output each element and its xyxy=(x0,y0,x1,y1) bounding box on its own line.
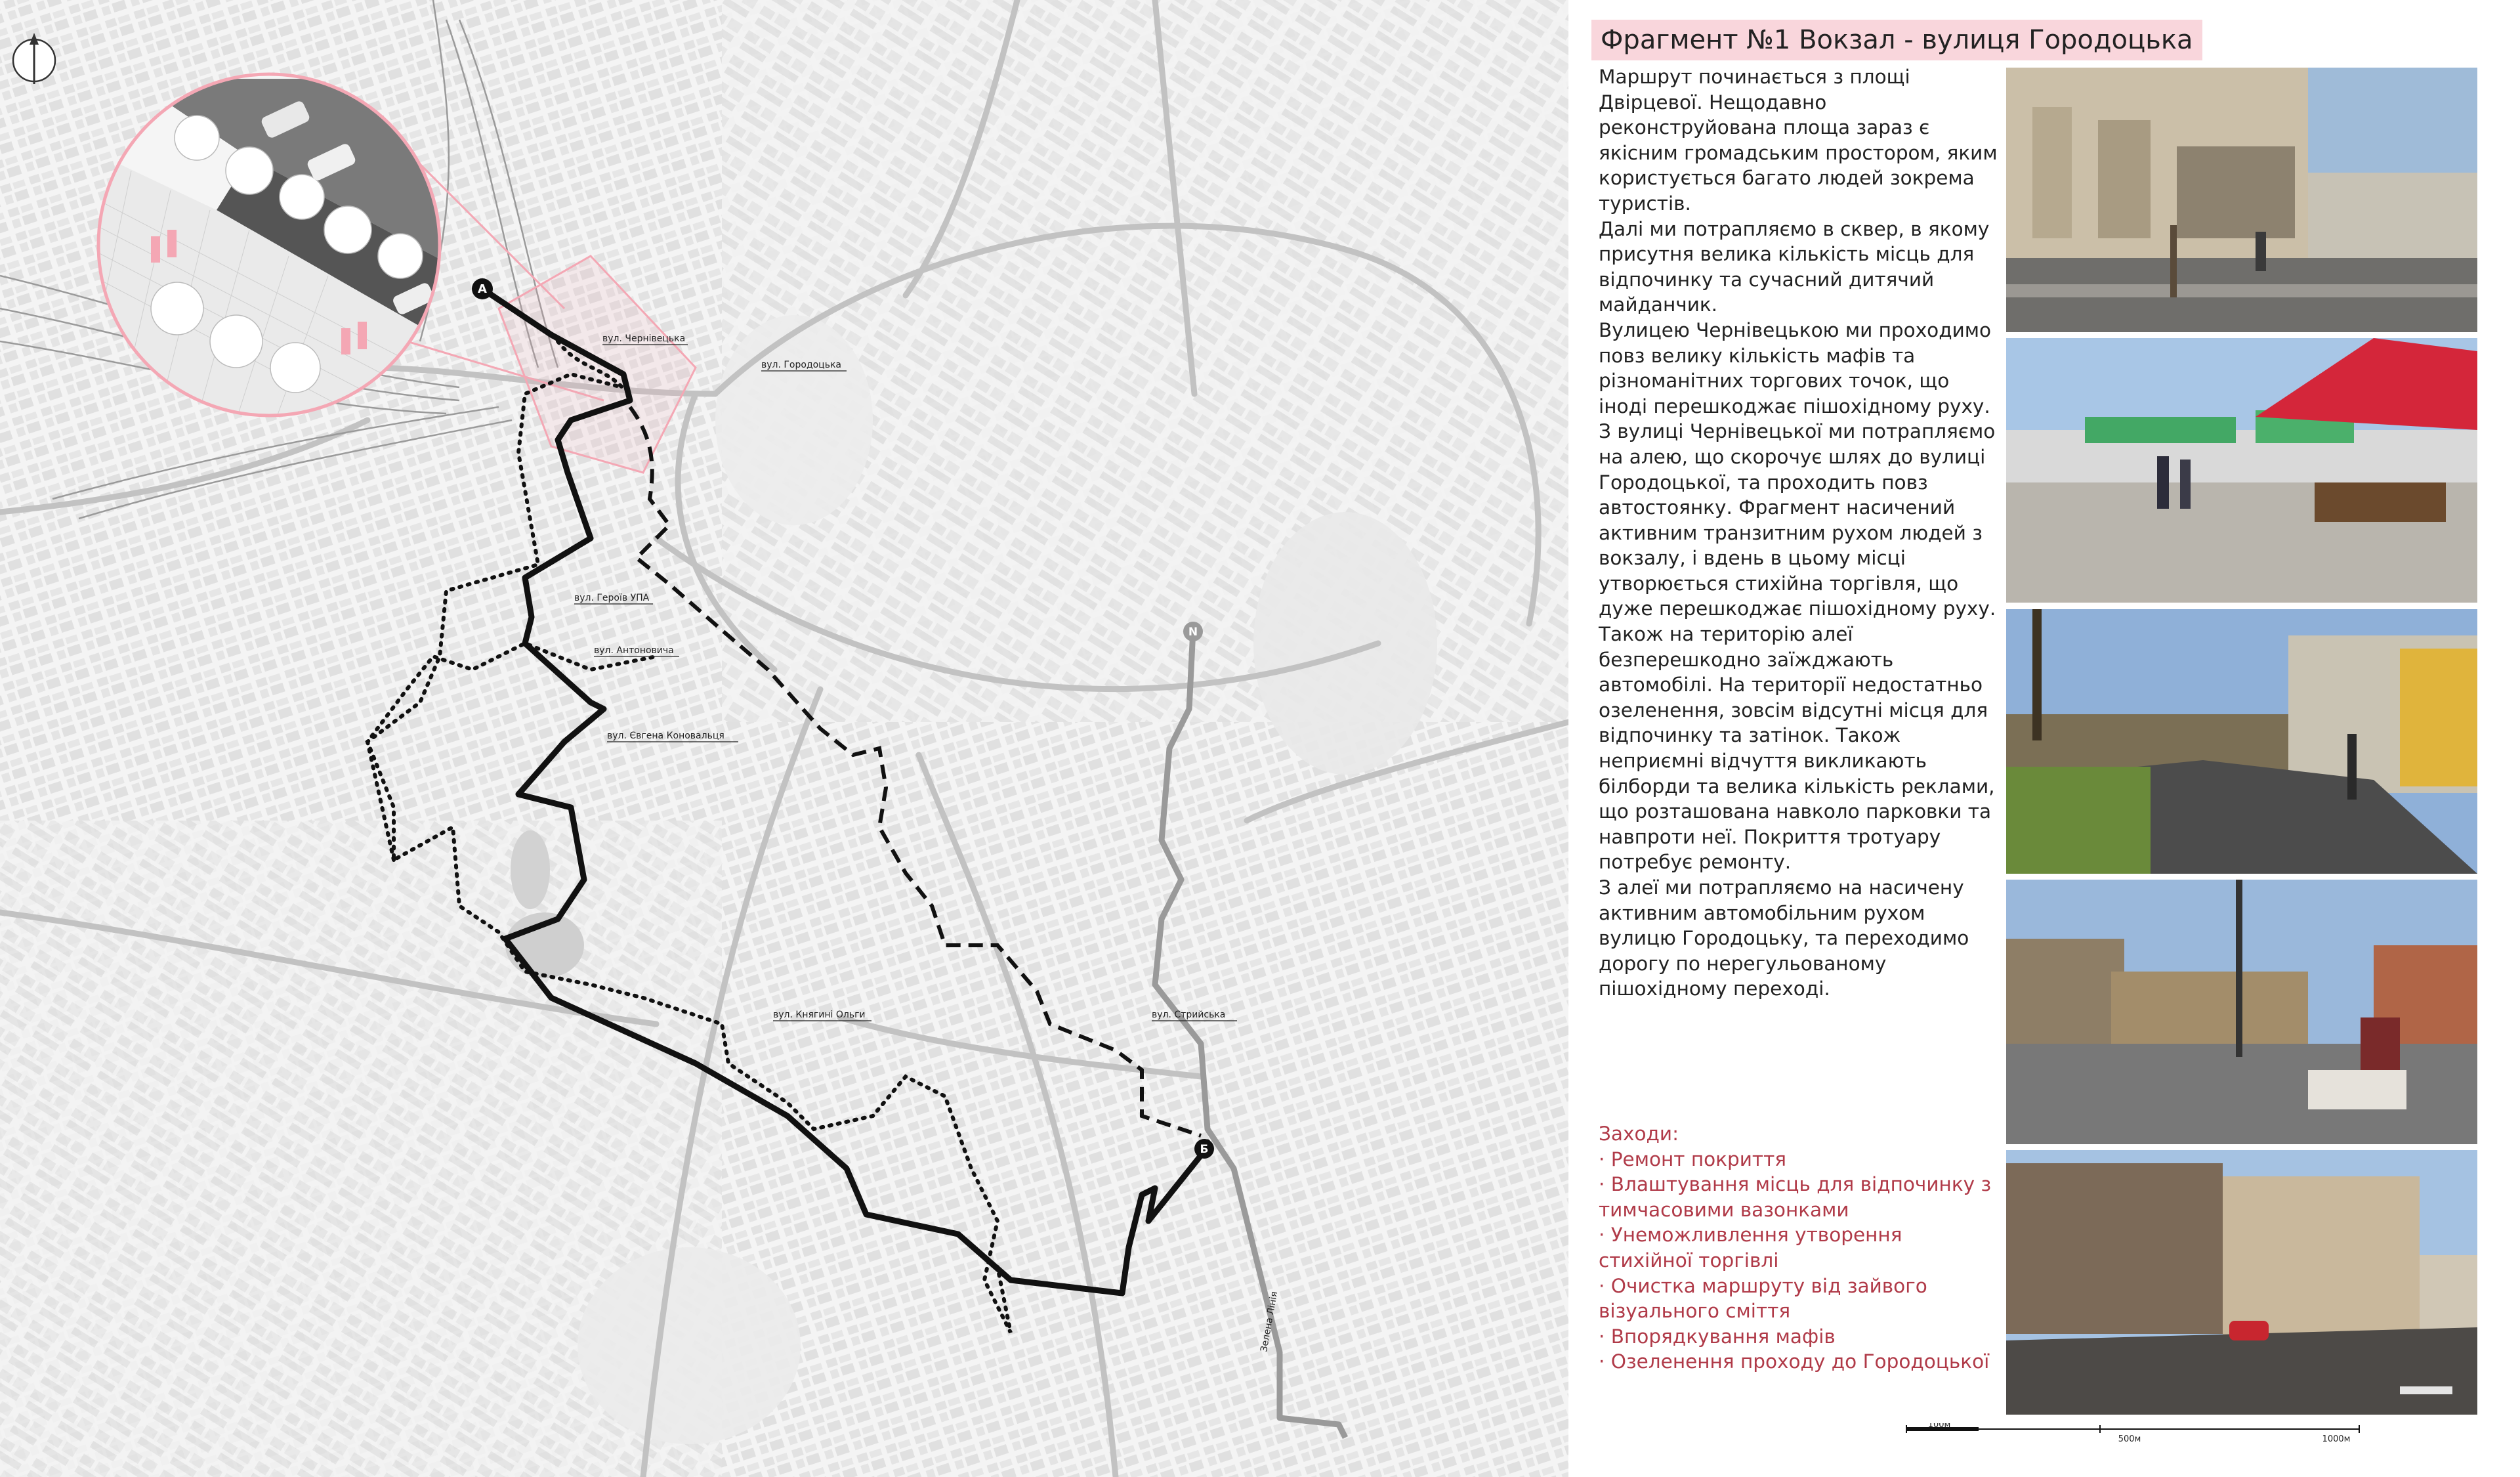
fragment-title: Фрагмент №1 Вокзал - вулиця Городоцька xyxy=(1591,20,2202,60)
point-b-marker xyxy=(1194,1139,1214,1159)
measures-title: Заходи: xyxy=(1599,1123,1679,1145)
street-label xyxy=(761,360,847,371)
svg-text:Зелена Лінія: Зелена Лінія xyxy=(1259,1291,1280,1353)
street-label xyxy=(607,731,738,742)
photo-kiosks xyxy=(2006,338,2477,603)
point-n-marker xyxy=(1183,622,1203,641)
svg-text:вул. Героїв УПА: вул. Героїв УПА xyxy=(574,593,650,603)
description-paragraph: Вулицею Чернівецькою ми проходимо повз велику кількість мафів та різноманітних торгових точок, що іноді перешкоджає пішохідному руху. xyxy=(1599,318,1992,417)
measure-item: · Озеленення проходу до Городоцької xyxy=(1599,1350,1990,1373)
route-description xyxy=(1599,64,1999,1002)
svg-text:вул. Євгена Коновальця: вул. Євгена Коновальця xyxy=(607,731,724,741)
description-paragraph: Маршрут починається з площі Двірцевої. Нещодавно реконструйована площа зараз є якісним громадським простором, яким користується багато людей зокрема туристів. xyxy=(1599,66,1998,215)
svg-text:100м: 100м xyxy=(1927,1423,1951,1430)
svg-text:1000м: 1000м xyxy=(2322,1434,2351,1444)
measures-list xyxy=(1599,1121,1999,1375)
svg-text:вул. Городоцька: вул. Городоцька xyxy=(761,360,842,370)
photo-gorodotska-crossing xyxy=(2006,880,2477,1144)
street-label xyxy=(594,645,679,656)
point-a-marker xyxy=(472,278,493,299)
measure-item: · Впорядкування мафів xyxy=(1599,1325,1836,1348)
description-paragraph: Далі ми потрапляємо в сквер, в якому присутня велика кількість місць для відпочинку та сучасний дитячий майданчик. xyxy=(1599,217,1990,316)
svg-text:вул. Чернівецька: вул. Чернівецька xyxy=(602,333,686,344)
photo-alley xyxy=(2006,609,2477,874)
photo-station-square xyxy=(2006,68,2477,332)
svg-text:N: N xyxy=(1188,626,1198,639)
svg-text:вул. Княгині Ольги: вул. Княгині Ольги xyxy=(773,1010,866,1020)
svg-text:A: A xyxy=(478,282,487,296)
measure-item: · Ремонт покриття xyxy=(1599,1147,1787,1170)
svg-text:вул. Антоновича: вул. Антоновича xyxy=(594,645,674,656)
street-label xyxy=(1152,1010,1237,1021)
measure-item: · Унеможливлення утворення стихійної торгівлі xyxy=(1599,1224,1902,1272)
description-paragraph: З вулиці Чернівецької ми потрапляємо на алею, що скорочує шлях до вулиці Городоцької, та проходить повз автостоянку. Фрагмент насичений активним транзитним рухом людей з вокзалу, і вдень в цьому місці утворюється стихійна торгівля, що дуже перешкоджає пішохідному руху. Також на територію алеї безперешкодно заїжджають автомобілі. На території недостатньо озеленення, зовсім відсутні місця для відпочинку та затінок. Також неприємні відчуття викликають білборди та велика кількість реклами, що розташована навколо парковки та навпроти неї. Покриття тротуару потребує ремонту. xyxy=(1599,420,1996,874)
street-label xyxy=(773,1010,872,1021)
photo-street-view xyxy=(2006,1150,2477,1415)
measure-item: · Влаштування місць для відпочинку з тимчасовими вазонками xyxy=(1599,1173,1992,1221)
street-label xyxy=(574,593,653,604)
measure-item: · Очистка маршруту від зайвого візуального сміття xyxy=(1599,1274,1927,1323)
scale-bar xyxy=(1903,1423,2362,1449)
svg-text:500м: 500м xyxy=(2118,1434,2141,1444)
description-paragraph: З алеї ми потрапляємо на насичену активним автомобільним рухом вулицю Городоцьку, та переходимо дорогу по нерегульованому пішохідному переході. xyxy=(1599,876,1969,1000)
street-label xyxy=(602,333,688,345)
svg-text:Б: Б xyxy=(1200,1143,1209,1156)
svg-text:вул. Стрийська: вул. Стрийська xyxy=(1152,1010,1226,1020)
